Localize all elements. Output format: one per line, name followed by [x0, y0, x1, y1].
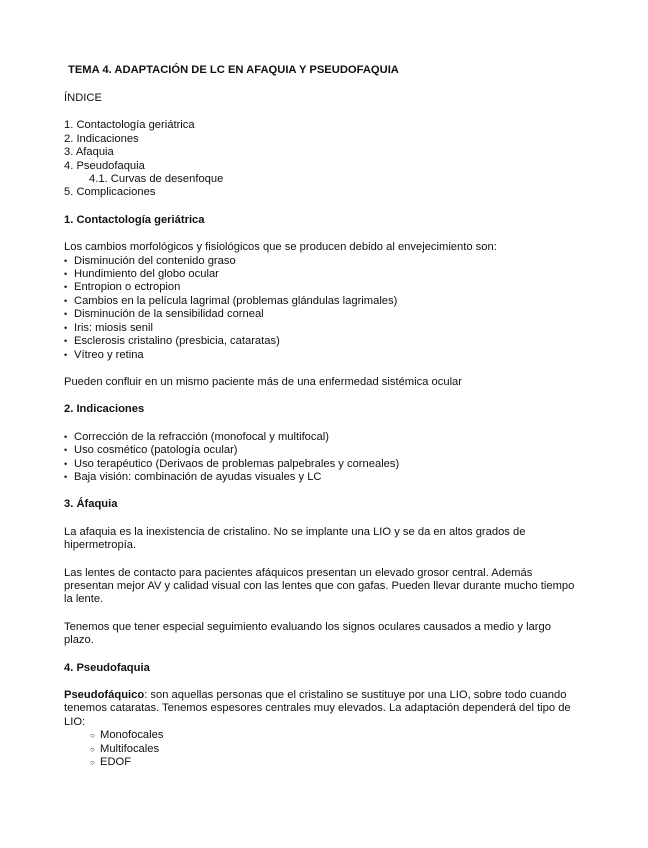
definition-text: : son aquellas personas que el cristalino se sustituye por una LIO, sobre todo cuando [144, 689, 567, 701]
list-item: • Uso cosmético (patología ocular) [64, 444, 584, 457]
list-item: • Uso terapéutico (Derivaos de problemas palpebrales y corneales) [64, 458, 584, 471]
index-subitem: 4.1. Curvas de desenfoque [89, 173, 224, 186]
index-item: 5. Complicaciones [64, 186, 156, 199]
paragraph-line: La afaquia es la inexistencia de cristalino. No se implante una LIO y se da en altos grados de [64, 525, 526, 538]
paragraph-line: hipermetropía. [64, 539, 137, 552]
list-item: • Hundimiento del globo ocular [64, 268, 584, 281]
list-item: • Disminución de la sensibilidad corneal [64, 308, 584, 321]
paragraph-line: plazo. [64, 634, 94, 647]
lio-type-list [64, 729, 584, 769]
paragraph-line: tenemos cataratas. Tenemos espesores centrales muy elevados. La adaptación dependerá del tipo de [64, 702, 571, 715]
document-title: TEMA 4. ADAPTACIÓN DE LC EN AFAQUIA Y PSEUDOFAQUIA [68, 64, 399, 76]
paragraph-line: la lente. [64, 593, 104, 606]
list-item: • Iris: miosis senil [64, 322, 584, 335]
section-intro: Los cambios morfológicos y fisiológicos que se producen debido al envejecimiento son: [64, 241, 497, 254]
section-heading: 4. Pseudofaquia [64, 661, 150, 674]
definition-line [64, 689, 584, 702]
list-item: ○ Monofocales [90, 729, 584, 742]
bullet-list [64, 255, 584, 362]
index-heading: ÍNDICE [64, 92, 102, 104]
section-heading: 1. Contactología geriátrica [64, 213, 205, 226]
list-item: • Cambios en la película lagrimal (problemas glándulas lagrimales) [64, 295, 584, 308]
paragraph-line: LIO: [64, 715, 86, 728]
section-closing: Pueden confluir en un mismo paciente más de una enfermedad sistémica ocular [64, 375, 462, 388]
list-item: • Entropion o ectropion [64, 281, 584, 294]
paragraph-line: presentan mejor AV y calidad visual con las lentes que con gafas. Pueden llevar durante mucho tiempo [64, 579, 575, 592]
list-item: • Disminución del contenido graso [64, 255, 584, 268]
list-item: ○ EDOF [90, 756, 584, 769]
index-item: 2. Indicaciones [64, 132, 139, 145]
bullet-list [64, 431, 584, 485]
list-item: • Vítreo y retina [64, 349, 584, 362]
section-heading: 3. Áfaquia [64, 498, 118, 511]
paragraph-line: Las lentes de contacto para pacientes afáquicos presentan un elevado grosor central. Además [64, 566, 533, 579]
list-item: • Corrección de la refracción (monofocal y multifocal) [64, 431, 584, 444]
list-item: • Baja visión: combinación de ayudas visuales y LC [64, 471, 584, 484]
defined-term: Pseudofáquico [64, 689, 145, 701]
paragraph-line: Tenemos que tener especial seguimiento evaluando los signos oculares causados a medio y largo [64, 620, 551, 633]
document-page [64, 64, 584, 769]
list-item: ○ Multifocales [90, 743, 584, 756]
index-item: 4. Pseudofaquia [64, 159, 145, 172]
index-item: 3. Afaquia [64, 146, 114, 159]
section-heading: 2. Indicaciones [64, 403, 145, 416]
list-item: • Esclerosis cristalino (presbicia, cataratas) [64, 335, 584, 348]
index-item: 1. Contactología geriátrica [64, 119, 195, 132]
